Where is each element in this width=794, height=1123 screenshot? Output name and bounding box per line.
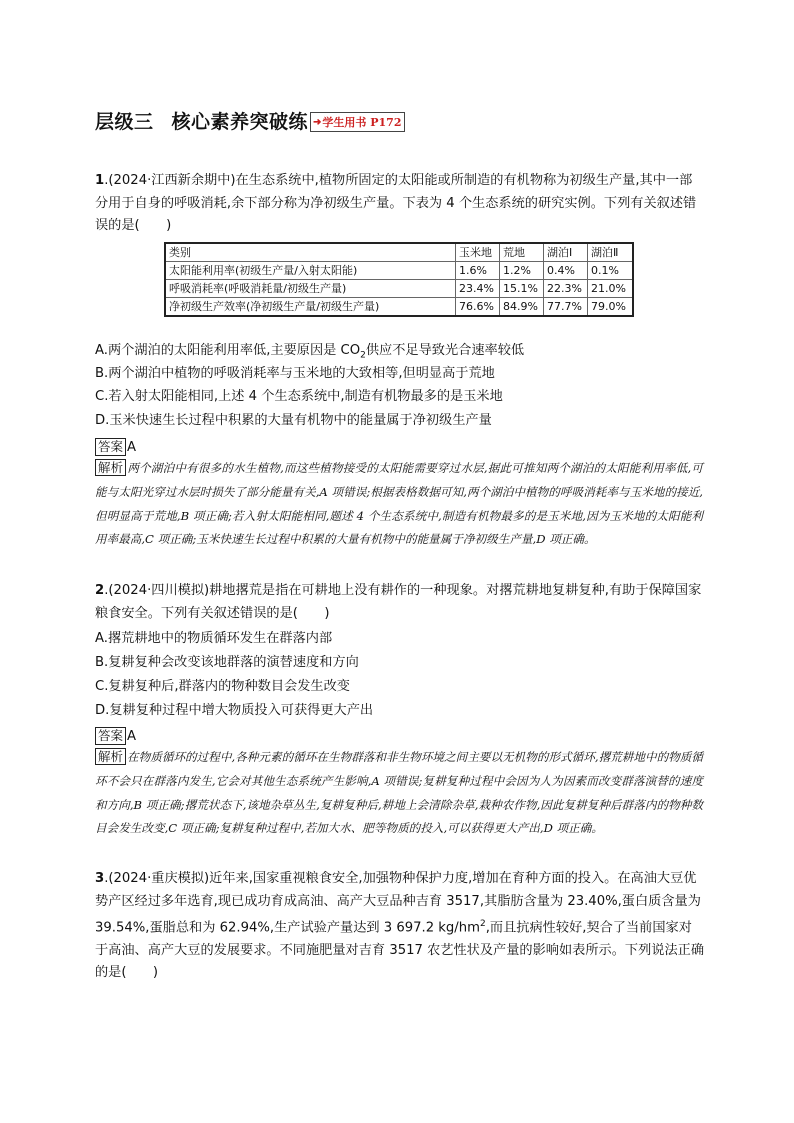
question-3-number: 3 <box>95 871 105 886</box>
analysis-text: 在物质循环的过程中,各种元素的循环在生物群落和非生物环境之间主要以无机物的形式循环,撂荒耕地中的物质循环不会只在群落内发生,它会对其他生态系统产生影响,A 项错误;复耕复种过程中会因为人为因素而改变群落演替的速度和方向,B 项正确;撂荒状态下,该地杂草丛生,复耕复种后,耕地上会清除杂草,栽种农作物,因此复耕复种后群落内的物种数目会发生改变,C 项正确;复耕复种过程中,若加大水、肥等物质的投入,可以获得更大产出,D 项正确。 <box>95 750 703 836</box>
question-3-stem: 3.(2024·重庆模拟)近年来,国家重视粮食安全,加强物种保护力度,增加在育种方面的投入。在高油大豆优势产区经过多年选育,现已成功育成高油、高产大豆品种吉育 3517,其脂肪含量为 23.40%,蛋白质含量为 39.54%,蛋脂总和为 62.94%,生产试验产量达到 3 697.2 $kg/hm^2$,而且抗病性较好,契合了当前国家对于高油、高产大豆的发展要求。不同施肥量对吉育 3517 农艺性状及产量的影响如表所示。下列说法正确的是( ) <box>95 871 705 981</box>
question-2-option-a: A.撂荒耕地中的物质循环发生在群落内部 <box>95 631 333 646</box>
table-row: 太阳能利用率(初级生产量/入射太阳能) 1.6% 1.2% 0.4% 0.1% <box>165 262 633 280</box>
table-row: 净初级生产效率(净初级生产量/初级生产量) 76.6% 84.9% 77.7% 79.0% <box>165 298 633 317</box>
student-book-page-tag[interactable] <box>310 112 405 132</box>
answer-value: A <box>127 439 137 455</box>
question-2-answer <box>95 726 136 746</box>
question-1-option-a: A.两个湖泊的太阳能利用率低,主要原因是 $CO_2$供应不足导致光合速率较低 <box>95 343 525 361</box>
question-1-option-c: C.若入射太阳能相同,上述 4 个生态系统中,制造有机物最多的是玉米地 <box>95 389 503 404</box>
table-header-row: 类别 玉米地 荒地 湖泊Ⅰ 湖泊Ⅱ <box>165 243 633 262</box>
question-2-option-c: C.复耕复种后,群落内的物种数目会发生改变 <box>95 679 350 694</box>
question-1-answer <box>95 437 136 457</box>
question-1-table <box>164 242 634 317</box>
answer-label: 答案 <box>95 438 126 456</box>
student-book-page-label: 学生用书 P172 <box>322 116 402 129</box>
question-1-number: 1 <box>95 173 105 188</box>
question-2-analysis <box>95 746 703 841</box>
answer-value: A <box>127 728 137 744</box>
question-1-stem: 1.(2024·江西新余期中)在生态系统中,植物所固定的太阳能或所制造的有机物称为初级生产量,其中一部分用于自身的呼吸消耗,余下部分称为净初级生产量。下表为 4 个生态系统的研究实例。下列有关叙述错误的是( ) <box>95 173 697 233</box>
analysis-text: 两个湖泊中有很多的水生植物,而这些植物接受的太阳能需要穿过水层,据此可推知两个湖泊的太阳能利用率低,可能与太阳光穿过水层时损失了部分能量有关,A 项错误;根据表格数据可知,两个湖泊中植物的呼吸消耗率与玉米地的接近,但明显高于荒地,B 项正确;若入射太阳能相同,题述 4 个生态系统中,制造有机物最多的是玉米地,因为玉米地的太阳能利用率最高,C 项正确;玉米快速生长过程中积累的大量有机物中的能量属于净初级生产量,D 项正确。 <box>95 461 703 547</box>
question-1-option-d: D.玉米快速生长过程中积累的大量有机物中的能量属于净初级生产量 <box>95 413 492 428</box>
question-2-option-b: B.复耕复种会改变该地群落的演替速度和方向 <box>95 655 359 670</box>
analysis-label: 解析 <box>95 748 126 765</box>
arrow-right-icon: ➜ <box>313 116 322 128</box>
section-title: 层级三 核心素养突破练 <box>95 111 309 133</box>
section-header <box>95 104 405 134</box>
question-2-option-d: D.复耕复种过程中增大物质投入可获得更大产出 <box>95 703 374 718</box>
table-row: 呼吸消耗率(呼吸消耗量/初级生产量) 23.4% 15.1% 22.3% 21.0% <box>165 280 633 298</box>
analysis-label: 解析 <box>95 459 126 476</box>
question-1-option-b: B.两个湖泊中植物的呼吸消耗率与玉米地的大致相等,但明显高于荒地 <box>95 366 495 381</box>
answer-label: 答案 <box>95 727 126 745</box>
question-2-number: 2 <box>95 583 105 598</box>
question-1-analysis <box>95 457 703 552</box>
question-2-stem: 2.(2024·四川模拟)耕地撂荒是指在可耕地上没有耕作的一种现象。对撂荒耕地复耕复种,有助于保障国家粮食安全。下列有关叙述错误的是( ) <box>95 583 702 621</box>
